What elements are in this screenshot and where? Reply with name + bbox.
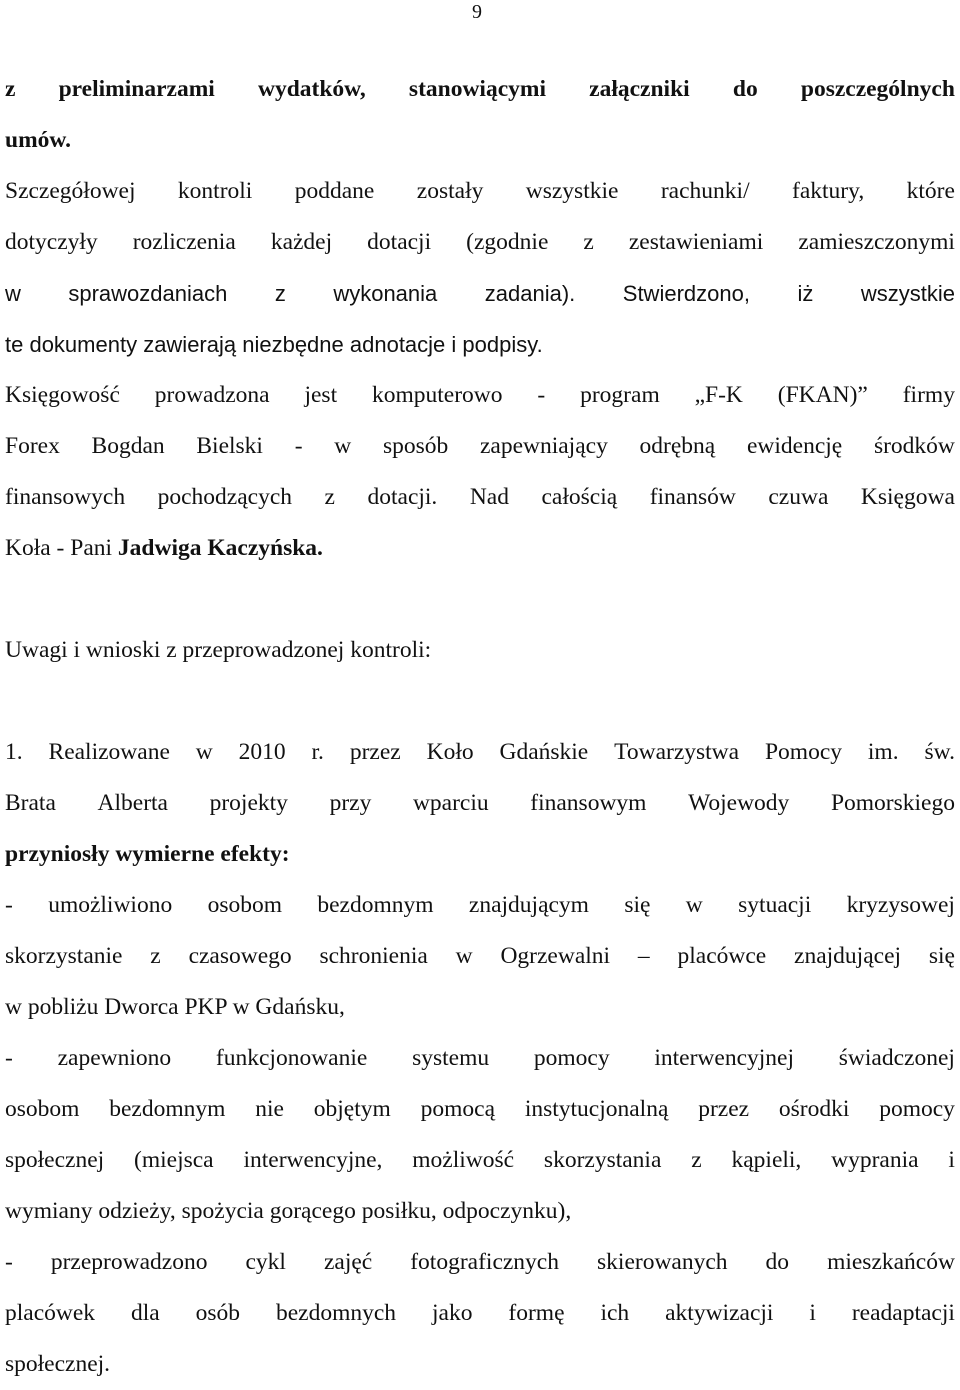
word: kryzysowej [846, 892, 955, 918]
word: środków [873, 433, 955, 459]
word: r. [311, 739, 324, 765]
word: znajdującym [468, 892, 589, 918]
word: przeprowadzono [50, 1249, 208, 1275]
word: program [580, 382, 660, 408]
word: - [5, 892, 13, 918]
word: wparciu [412, 790, 489, 816]
word: faktury, [792, 178, 865, 204]
word: finansów [649, 484, 736, 510]
para3-line3 [5, 472, 955, 523]
bullet2-line4: wymiany odzieży, spożycia gorącego posiłku, odpoczynku), [5, 1198, 572, 1224]
word: 2010 [238, 739, 286, 765]
word: wydatków, [258, 76, 366, 102]
bullet3-line3: społecznej. [5, 1351, 111, 1377]
word: przez [349, 739, 401, 765]
bullet2-line3 [5, 1135, 955, 1186]
para3-line4-text: Koła - Pani [5, 535, 118, 561]
word: Alberta [97, 790, 168, 816]
word: św. [924, 739, 955, 765]
word: preliminarzami [58, 76, 215, 102]
word: zestawieniami [628, 229, 764, 255]
para2-line4: te dokumenty zawierają niezbędne adnotacje i podpisy. [5, 332, 543, 357]
word: z [274, 281, 286, 306]
word: ośrodki [778, 1096, 850, 1122]
word: się [928, 943, 955, 969]
para3-line1 [5, 370, 955, 421]
word: zajęć [323, 1249, 373, 1275]
bullet3-line2 [5, 1288, 955, 1339]
word: wyprania [831, 1147, 919, 1173]
word: rachunki/ [660, 178, 750, 204]
word: Gdańskie [499, 739, 589, 765]
word: placówek [5, 1300, 96, 1326]
word: osobom [5, 1096, 80, 1122]
para1-line2: umów. [5, 127, 71, 153]
word: Koło [426, 739, 474, 765]
word: poddane [294, 178, 375, 204]
bullet1-line3: w pobliżu Dworca PKP w Gdańsku, [5, 994, 345, 1020]
word: umożliwiono [48, 892, 173, 918]
word: Towarzystwa [614, 739, 740, 765]
word: Wojewody [688, 790, 790, 816]
word: komputerowo [371, 382, 503, 408]
word: im. [867, 739, 899, 765]
word: do [765, 1249, 790, 1275]
word: się [624, 892, 651, 918]
word: zadania). [484, 281, 576, 306]
word: zapewniający [479, 433, 608, 459]
word: stanowiącymi [408, 76, 546, 102]
word: funkcjonowanie [215, 1045, 368, 1071]
word: (miejsca [134, 1147, 214, 1173]
para1-line1 [5, 64, 955, 115]
word: możliwość [412, 1147, 515, 1173]
word: skorzystanie [5, 943, 123, 969]
word: Nad [469, 484, 509, 510]
point1-line1 [5, 727, 955, 778]
word: bezdomnym [317, 892, 434, 918]
para3-line4 [5, 523, 955, 574]
bullet1-line1 [5, 880, 955, 931]
word: - [294, 433, 303, 459]
para2-line2 [5, 217, 955, 268]
word: ewidencję [746, 433, 843, 459]
word: w [5, 281, 21, 306]
word: pochodzących [157, 484, 293, 510]
word: dotacji [367, 229, 432, 255]
word: do [732, 76, 758, 102]
word: aktywizacji [665, 1300, 774, 1326]
word: (zgodnie [466, 229, 549, 255]
word: zamieszczonymi [798, 229, 955, 255]
word: zostały [416, 178, 484, 204]
word: załączniki [589, 76, 690, 102]
word: prowadzona [154, 382, 270, 408]
word: Księgowa [860, 484, 955, 510]
word: kontroli [177, 178, 253, 204]
word: wykonania [333, 281, 438, 306]
word: przy [329, 790, 372, 816]
word: w [685, 892, 703, 918]
word: bezdomnym [109, 1096, 226, 1122]
word: „F-K [694, 382, 743, 408]
word: wszystkie [525, 178, 619, 204]
word: placówce [677, 943, 767, 969]
spacer [5, 676, 955, 727]
word: cykl [245, 1249, 286, 1275]
word: (FKAN)” [777, 382, 868, 408]
word: Pomorskiego [830, 790, 955, 816]
bullet2-line2 [5, 1084, 955, 1135]
word: instytucjonalną [524, 1096, 669, 1122]
word: Szczegółowej [5, 178, 136, 204]
word: projekty [209, 790, 288, 816]
word: i [809, 1300, 816, 1326]
para3-line2 [5, 421, 955, 472]
word: które [906, 178, 955, 204]
word: 1. [5, 739, 23, 765]
word: systemu [412, 1045, 490, 1071]
section-heading: Uwagi i wnioski z przeprowadzonej kontroli: [5, 637, 432, 663]
word: w [195, 739, 213, 765]
word: readaptacji [851, 1300, 955, 1326]
word: interwencyjne, [243, 1147, 383, 1173]
word: Ogrzewalni [500, 943, 611, 969]
word: dla [130, 1300, 160, 1326]
word: skorzystania [543, 1147, 662, 1173]
document-body [5, 64, 955, 1390]
word: wszystkie [860, 281, 955, 306]
word: pomocy [879, 1096, 955, 1122]
page-number: 9 [472, 1, 482, 23]
word: poszczególnych [800, 76, 955, 102]
word: z [691, 1147, 702, 1173]
word: osobom [207, 892, 283, 918]
word: z [583, 229, 594, 255]
word: z [5, 76, 16, 102]
word: Pomocy [764, 739, 843, 765]
word: Stwierdzono, [622, 281, 750, 306]
word: ich [600, 1300, 630, 1326]
word: rozliczenia [132, 229, 236, 255]
word: w [334, 433, 352, 459]
word: bezdomnych [275, 1300, 397, 1326]
word: dotyczyły [5, 229, 98, 255]
word: finansowych [5, 484, 126, 510]
spacer [5, 574, 955, 625]
word: jest [304, 382, 338, 408]
word: pomocy [533, 1045, 610, 1071]
word: nie [255, 1096, 284, 1122]
word: Brata [5, 790, 56, 816]
word: sytuacji [738, 892, 812, 918]
word: odrębną [639, 433, 716, 459]
para2-line1 [5, 166, 955, 217]
bullet3-line1 [5, 1237, 955, 1288]
word: – [637, 943, 650, 969]
word: fotograficznych [410, 1249, 559, 1275]
word: - [5, 1249, 13, 1275]
word: firmy [902, 382, 955, 408]
word: znajdującej [794, 943, 902, 969]
word: z [324, 484, 335, 510]
word: społecznej [5, 1147, 105, 1173]
word: z [150, 943, 161, 969]
word: - [5, 1045, 13, 1071]
point1-line2 [5, 778, 955, 829]
word: sprawozdaniach [68, 281, 228, 306]
bullet1-line2 [5, 931, 955, 982]
bullet2-line1 [5, 1033, 955, 1084]
word: osób [195, 1300, 241, 1326]
word: Bogdan [91, 433, 165, 459]
word: skierowanych [597, 1249, 728, 1275]
point1-line3: przyniosły wymierne efekty: [5, 841, 290, 867]
word: Realizowane [48, 739, 170, 765]
word: iż [797, 281, 814, 306]
word: czuwa [768, 484, 829, 510]
word: całością [541, 484, 618, 510]
word: czasowego [188, 943, 292, 969]
word: schronienia [319, 943, 428, 969]
word: interwencyjnej [654, 1045, 794, 1071]
word: finansowym [530, 790, 647, 816]
word: w [455, 943, 473, 969]
word: - [537, 382, 546, 408]
word: sposób [382, 433, 449, 459]
word: pomocą [420, 1096, 495, 1122]
word: kąpieli, [731, 1147, 802, 1173]
word: dotacji. [367, 484, 438, 510]
word: Forex [5, 433, 60, 459]
para2-line3 [5, 268, 955, 319]
word: Księgowość [5, 382, 120, 408]
word: każdej [270, 229, 333, 255]
word: i [948, 1147, 955, 1173]
word: świadczonej [838, 1045, 955, 1071]
word: formę [508, 1300, 565, 1326]
word: objętym [313, 1096, 391, 1122]
word: zapewniono [57, 1045, 172, 1071]
word: mieszkańców [827, 1249, 955, 1275]
word: jako [432, 1300, 473, 1326]
word: przez [698, 1096, 750, 1122]
word: Bielski [196, 433, 263, 459]
accountant-name: Jadwiga Kaczyńska. [117, 535, 323, 561]
